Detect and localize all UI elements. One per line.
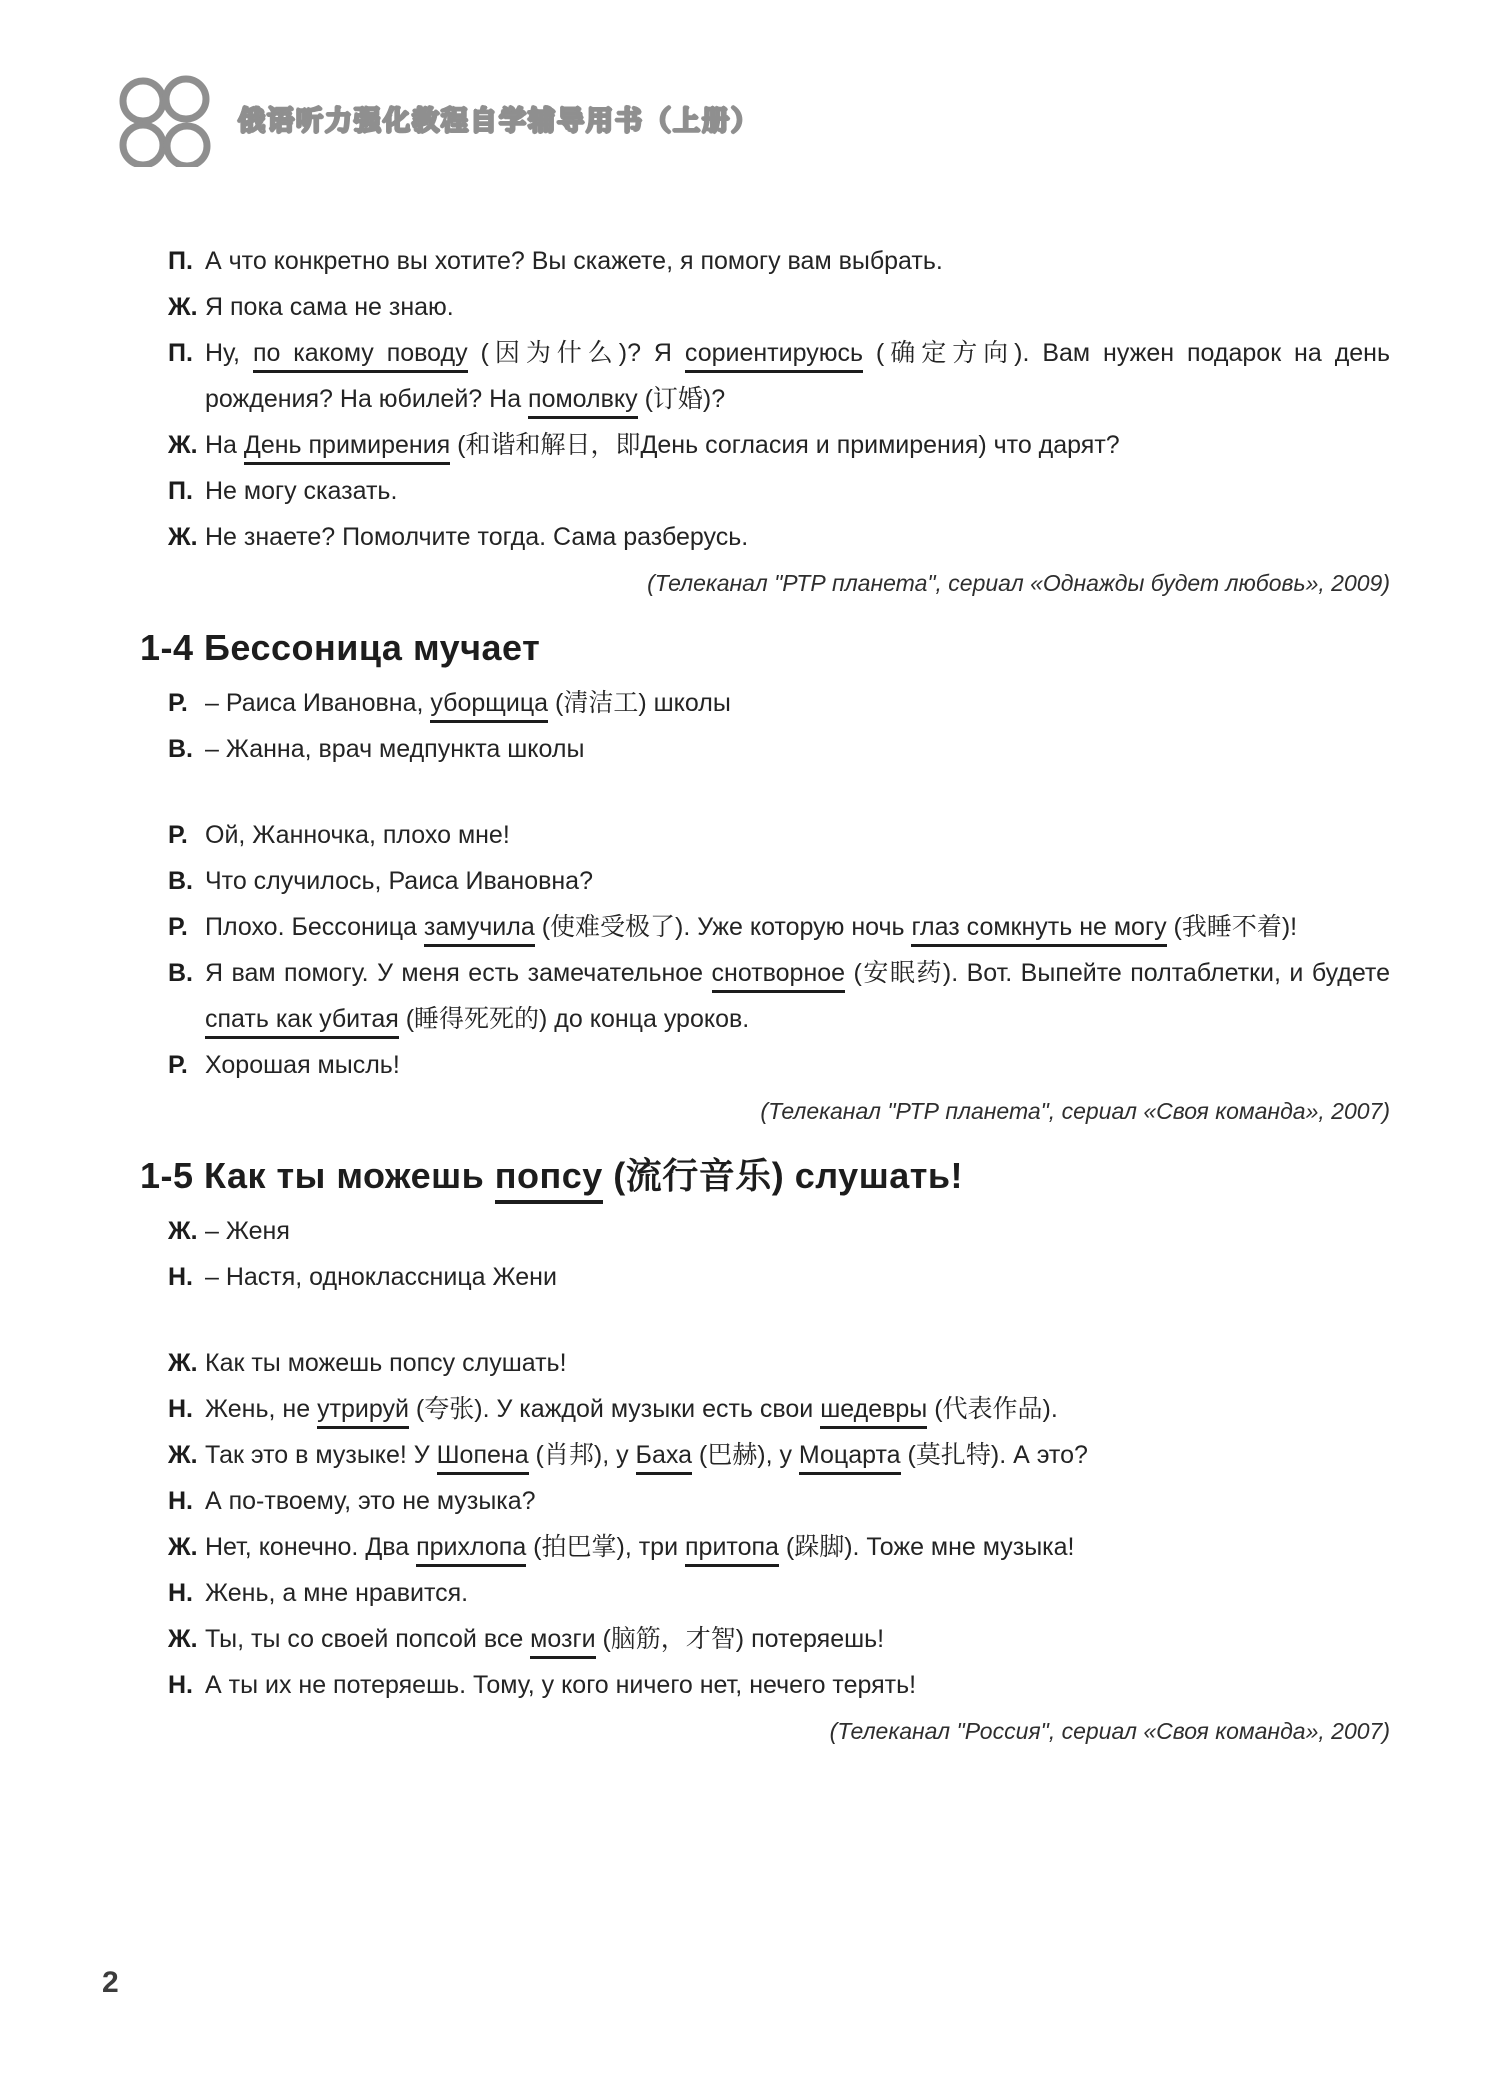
speaker-label: Н.: [168, 1487, 193, 1515]
dialog-line: [168, 284, 1390, 330]
underlined-term: глаз сомкнуть не могу: [911, 913, 1166, 947]
dialog-text: [205, 1570, 1390, 1616]
speaker-label: В.: [168, 735, 193, 763]
speaker-label: П.: [168, 247, 193, 275]
text-segment: (流行音乐) слушать!: [602, 1155, 963, 1196]
text-segment: (跺脚). Тоже мне музыка!: [778, 1533, 1075, 1561]
speaker-label: Ж.: [168, 1625, 198, 1653]
underlined-term: замучила: [424, 913, 535, 947]
speaker-label: Ж.: [168, 1217, 198, 1245]
dialog-line: [168, 1254, 1390, 1300]
blank-line: [168, 772, 1390, 812]
text-segment: – Настя, одноклассница Жени: [205, 1263, 557, 1291]
dialog-text: [205, 1208, 1390, 1254]
dialog-block: [168, 1208, 1390, 1754]
dialog-text: [205, 1340, 1390, 1386]
dialog-line: [168, 468, 1390, 514]
dialog-line: [168, 514, 1390, 560]
underlined-term: прихлопа: [416, 1533, 526, 1567]
dialog-text: [205, 1524, 1390, 1570]
dialog-text: [205, 284, 1390, 330]
dialog-line: [168, 1340, 1390, 1386]
underlined-term: попсу: [495, 1155, 603, 1204]
dialog-line: [168, 1662, 1390, 1708]
text-segment: (脑筋，才智) потеряешь!: [595, 1625, 885, 1653]
dialog-line: [168, 858, 1390, 904]
speaker-label: Н.: [168, 1395, 193, 1423]
underlined-term: помолвку: [528, 385, 638, 419]
underlined-term: уборщица: [430, 689, 548, 723]
text-segment: Ты, ты со своей попсой все: [205, 1625, 531, 1653]
dialog-block: [168, 680, 1390, 1134]
section-1-4: [140, 628, 1390, 1134]
speaker-label: Р.: [168, 913, 188, 941]
dialog-text: [205, 514, 1390, 560]
text-segment: Я пока сама не знаю.: [205, 293, 454, 321]
dialog-text: [205, 1478, 1390, 1524]
text-segment: На: [205, 431, 244, 459]
underlined-term: Шопена: [437, 1441, 529, 1475]
dialog-line: [168, 422, 1390, 468]
underlined-term: сориентируюсь: [685, 339, 863, 373]
dialog-line: [168, 950, 1390, 1042]
speaker-label: Ж.: [168, 523, 198, 551]
dialog-line: [168, 904, 1390, 950]
speaker-label: П.: [168, 477, 193, 505]
underlined-term: День примирения: [244, 431, 450, 465]
dialog-line: [168, 680, 1390, 726]
section-dialog-continuation: [140, 238, 1390, 606]
dialog-line: [168, 238, 1390, 284]
text-segment: (代表作品).: [927, 1395, 1058, 1423]
text-segment: 1-4 Бессоница мучает: [140, 627, 541, 668]
text-segment: А по-твоему, это не музыка?: [205, 1487, 536, 1515]
text-segment: (我睡不着)!: [1166, 913, 1298, 941]
page-content: [140, 238, 1390, 1754]
section-heading: [140, 1156, 1390, 1196]
underlined-term: шедевры: [820, 1395, 927, 1429]
text-segment: Плохо. Бессоница: [205, 913, 424, 941]
speaker-label: В.: [168, 867, 193, 895]
text-segment: (确定方向). Вам нужен подарок на день рождения? На юбилей? На: [205, 339, 1391, 413]
text-segment: Жень, а мне нравится.: [205, 1579, 469, 1607]
text-segment: (夸张). У каждой музыки есть свои: [408, 1395, 821, 1423]
text-segment: Не знаете? Помолчите тогда. Сама разберусь.: [205, 523, 749, 551]
underlined-term: притопа: [685, 1533, 779, 1567]
dialog-text: [205, 950, 1390, 1042]
section-1-5: [140, 1156, 1390, 1754]
source-attribution: (Телеканал "РТР планета", сериал «Однажды будет любовь», 2009): [647, 570, 1390, 596]
dialog-text: [205, 422, 1390, 468]
dialog-text: [205, 238, 1390, 284]
text-segment: (和谐和解日，即День согласия и примирения) что дарят?: [450, 431, 1120, 459]
text-segment: А что конкретно вы хотите? Вы скажете, я помогу вам выбрать.: [205, 247, 943, 275]
speaker-label: Ж.: [168, 431, 198, 459]
text-segment: Я вам помогу. У меня есть замечательное: [205, 959, 712, 987]
text-segment: Жень, не: [205, 1395, 318, 1423]
text-segment: А ты их не потеряешь. Тому, у кого ничего нет, нечего терять!: [205, 1671, 917, 1699]
dialog-text: [205, 680, 1390, 726]
dialog-text: [205, 726, 1390, 772]
dialog-text: [205, 1662, 1390, 1708]
dialog-line: [168, 330, 1390, 422]
dialog-text: [205, 1254, 1390, 1300]
speaker-label: В.: [168, 959, 193, 987]
publisher-rings-icon: [90, 55, 218, 167]
dialog-text: [205, 904, 1390, 950]
underlined-term: снотворное: [712, 959, 846, 993]
speaker-label: Н.: [168, 1579, 193, 1607]
blank-line: [168, 1300, 1390, 1340]
text-segment: (拍巴掌), три: [526, 1533, 685, 1561]
text-segment: (清洁工) школы: [548, 689, 731, 717]
text-segment: 1-5 Как ты можешь: [140, 1155, 495, 1196]
text-segment: (莫扎特). А это?: [900, 1441, 1088, 1469]
page-header: [90, 55, 760, 167]
underlined-term: по какому поводу: [253, 339, 468, 373]
dialog-text: [205, 468, 1390, 514]
underlined-term: Баха: [636, 1441, 692, 1475]
dialog-text: [205, 1386, 1390, 1432]
dialog-text: [205, 1616, 1390, 1662]
text-segment: (睡得死死的) до конца уроков.: [398, 1005, 750, 1033]
dialog-line: [168, 1524, 1390, 1570]
speaker-label: Н.: [168, 1671, 193, 1699]
page-number: 2: [102, 1966, 119, 1999]
speaker-label: Ж.: [168, 293, 198, 321]
text-segment: Ой, Жанночка, плохо мне!: [205, 821, 510, 849]
dialog-line: [168, 1616, 1390, 1662]
dialog-text: [205, 1432, 1390, 1478]
text-segment: (巴赫), у: [691, 1441, 799, 1469]
speaker-label: Ж.: [168, 1533, 198, 1561]
source-attribution: (Телеканал "Россия", сериал «Своя команда», 2007): [829, 1718, 1390, 1744]
text-segment: – Жанна, врач медпункта школы: [205, 735, 585, 763]
section-heading: [140, 628, 1390, 668]
dialog-line: [168, 1386, 1390, 1432]
book-title: 俄语听力强化教程自学辅导用书（上册）: [238, 105, 760, 136]
text-segment: – Женя: [205, 1217, 290, 1245]
speaker-label: Н.: [168, 1263, 193, 1291]
text-segment: Так это в музыке! У: [205, 1441, 437, 1469]
speaker-label: П.: [168, 339, 193, 367]
text-segment: Хорошая мысль!: [205, 1051, 400, 1079]
speaker-label: Ж.: [168, 1441, 198, 1469]
text-segment: (肖邦), у: [528, 1441, 636, 1469]
dialog-text: [205, 812, 1390, 858]
text-segment: Ну,: [205, 339, 253, 367]
underlined-term: спать как убитая: [205, 1005, 399, 1039]
dialog-text: [205, 330, 1390, 422]
dialog-line: [168, 812, 1390, 858]
underlined-term: утрируй: [317, 1395, 409, 1429]
dialog-line: [168, 726, 1390, 772]
speaker-label: Ж.: [168, 1349, 198, 1377]
text-segment: (安眠药). Вот. Выпейте полтаблетки, и будете: [845, 959, 1390, 987]
text-segment: Что случилось, Раиса Ивановна?: [205, 867, 593, 895]
text-segment: Как ты можешь попсу слушать!: [205, 1349, 567, 1377]
underlined-term: мозги: [530, 1625, 595, 1659]
dialog-block: [168, 238, 1390, 606]
dialog-text: [205, 1042, 1390, 1088]
dialog-text: [205, 858, 1390, 904]
source-attribution: (Телеканал "РТР планета", сериал «Своя команда», 2007): [760, 1098, 1390, 1124]
text-segment: Нет, конечно. Два: [205, 1533, 417, 1561]
dialog-line: [168, 1208, 1390, 1254]
dialog-line: [168, 1570, 1390, 1616]
speaker-label: Р.: [168, 821, 188, 849]
text-segment: (使难受极了). Уже которую ночь: [534, 913, 912, 941]
text-segment: (订婚)?: [637, 385, 726, 413]
underlined-term: Моцарта: [799, 1441, 901, 1475]
text-segment: Не могу сказать.: [205, 477, 398, 505]
speaker-label: Р.: [168, 1051, 188, 1079]
dialog-line: [168, 1042, 1390, 1088]
dialog-line: [168, 1432, 1390, 1478]
speaker-label: Р.: [168, 689, 188, 717]
dialog-line: [168, 1478, 1390, 1524]
text-segment: – Раиса Ивановна,: [205, 689, 431, 717]
text-segment: (因为什么)? Я: [467, 339, 685, 367]
